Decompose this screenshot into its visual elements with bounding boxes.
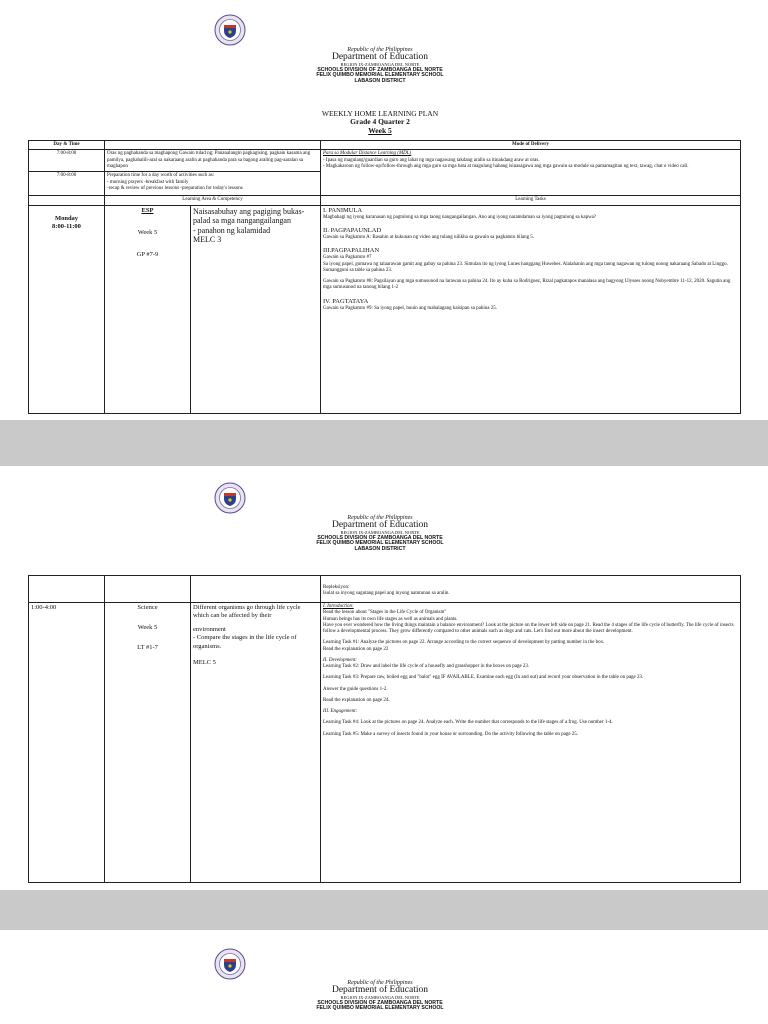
section-panimula: I. PANIMULA <box>323 206 363 214</box>
competency-sub: - panahon ng kalamidad <box>193 225 271 235</box>
empty-area-cell <box>29 196 105 205</box>
mode-title: Para sa Modular Distance Learning (MDL) <box>323 151 412 157</box>
subject-label: ESP <box>141 206 154 214</box>
division-label: SCHOOLS DIVISION OF ZAMBOANGA DEL NORTE <box>317 999 443 1006</box>
section-pagpapalihan: III.PAGPAPALIHAN <box>323 247 380 255</box>
time-label: 8:00-11:00 <box>52 222 81 230</box>
republic-label: Republic of the Philippines <box>347 47 413 53</box>
code-label: LT #1-7 <box>137 644 158 652</box>
plan-title <box>230 110 530 135</box>
plan-grade: Grade 4 Quarter 2 <box>350 117 410 127</box>
melc-label: MELC 3 <box>193 235 222 245</box>
section-pagpapaunlad: II. PAGPAPAUNLAD <box>323 226 382 234</box>
subject-cell <box>105 603 191 883</box>
learning-tasks-header: Learning Tasks <box>321 196 741 205</box>
division-label: SCHOOLS DIVISION OF ZAMBOANGA DEL NORTE <box>317 66 443 73</box>
reflection-text: Isulat sa inyong sagutang papel ang inyong natutunan sa aralin. <box>323 591 450 597</box>
pagpapalihan-text: Sa iyong papel, gumawa ng talaarawan gamit ang gabay sa pahina 23. Simulan ito ng iyong Lunes hanggang Huwebes. Alalahanin ang mga taong nagawan ng tulong noong nakaraang Sabado at Linggo. Sumangguni sa table sa pahina 23. <box>323 261 728 273</box>
reflection-label: Repleksiyon: <box>323 585 350 590</box>
region-label: REGION IX-ZAMBOANGA DEL NORTE <box>340 62 420 68</box>
deped-seal-icon <box>214 948 246 980</box>
learning-task-3: Learning Task #3: Prepare raw, boiled egg and "balot" egg IF AVAILABLE. Examine each egg (In and out) and record your observation in the table on page 23. <box>323 675 644 681</box>
pagpapalihan-sub: Gawain sa Pagkatuto #7 <box>323 255 372 261</box>
plan-week: Week 5 <box>368 125 392 135</box>
competency-cell <box>191 603 321 883</box>
mode-item-1: - Ipasa ng magulang/guardian sa guro ang lahat ng mga nagawang takdang aralin sa itinakdang araw at oras. <box>323 157 540 163</box>
intro-line-3: Have you ever wondered how the living things maintain a balance environment? Look at the picture on the lower left side on page 21. Read the 4 stages of the life cycle of butterfly. The life cycle of insects follow a developmental process. They grow differently compared to other animals such as dogs and cats. Let's find out more about the insect development. <box>323 622 734 634</box>
explanation-note: Read the explanation on page 24. <box>323 697 390 703</box>
region-label: REGION IX-ZAMBOANGA DEL NORTE <box>340 530 420 536</box>
letterhead <box>230 47 530 84</box>
letterhead <box>230 980 530 1012</box>
region-label: REGION IX-ZAMBOANGA DEL NORTE <box>340 995 420 1001</box>
plan-title-text: WEEKLY HOME LEARNING PLAN <box>321 109 439 118</box>
district-label: LABASON DISTRICT <box>354 77 406 84</box>
competency-cell <box>191 205 321 413</box>
row2-desc <box>105 172 321 196</box>
day-cell <box>29 205 105 413</box>
time-label: 1:00-4:00 <box>31 604 57 611</box>
empty-header <box>105 141 321 150</box>
intro-line-2: Human beings has its own life stages as well as animals and plants. <box>323 616 458 622</box>
school-label: FELIX QUIMBO MEMORIAL ELEMENTARY SCHOOL <box>316 1005 444 1012</box>
department-label: Department of Education <box>331 520 429 531</box>
guide-questions: Answer the guide questions 1-2. <box>323 686 388 692</box>
row1-desc: Oras ng paghahanda sa maghapong Gawain tulad ng; Pananalangin pagkagising, pagkain kasama ang pamilya, paghahalili-aral sa nakaraang aralin at paghahanda para sa bagong araling pag-aaralan sa maghapon <box>105 150 321 172</box>
mode-item-2: - Magkakaroon ng follow-up/follow-through ang mga guro sa mga bata at magulang habang isinasagawa ang mga gawain sa module sa pamamagitan ng text, tawag, chat o video call. <box>323 163 689 169</box>
intro-line-1: Read the lesson about "Stages in the Life Cycle of Organism" <box>323 610 447 616</box>
row1-time: 7:00-8:00 <box>29 150 105 172</box>
section-development: II. Development: <box>323 657 357 663</box>
empty-cell <box>29 576 105 603</box>
panimula-text: Magbahagi ng iyong karanasan ng pagtulong sa mga taong nangangailangan. Ano ang iyong naramdaman sa iyong pagtulong sa kapwa? <box>323 214 597 220</box>
row2-desc-c: -recap & review of previous lessons -preparation for today's lessons <box>107 185 243 191</box>
row2-desc-a: Preparation time for a day worth of activities such as: <box>107 173 215 179</box>
tasks-cell <box>321 603 741 883</box>
department-label: Department of Education <box>331 985 429 996</box>
learning-task-2: Learning Task #2: Draw and label the life cycle of a housefly and grasshopper in the boxes on page 23. <box>323 664 530 669</box>
learning-task-5: Learning Task #5: Make a survey of insects found in your house or surrounding. Do the activity following the table on page 25. <box>323 731 579 737</box>
melc-label: MELC 5 <box>193 658 216 666</box>
learning-area-header: Learning Area & Competency <box>105 196 321 205</box>
competency-text: Naisasabuhay ang pagiging bukas-palad sa mga nangangailangan <box>193 206 305 226</box>
row2-desc-b: - morning prayers -breakfast with family <box>107 179 189 185</box>
district-label: LABASON DISTRICT <box>354 545 406 552</box>
tasks-cell <box>321 205 741 413</box>
plan-table-1 <box>28 140 741 414</box>
republic-label: Republic of the Philippines <box>347 980 413 986</box>
code-label: GP #7-9 <box>136 250 159 258</box>
subject-label: Science <box>137 604 158 611</box>
learning-task-1: Learning Task #1: Analyze the pictures on page 22. Arrange according to the correct sequence of development by putting number in the box. <box>323 640 605 646</box>
deped-seal-icon <box>214 14 246 46</box>
competency-1: Different organisms go through life cycle which can be affected by their <box>193 604 301 620</box>
page-1 <box>0 0 768 420</box>
school-label: FELIX QUIMBO MEMORIAL ELEMENTARY SCHOOL <box>316 540 444 547</box>
week-label: Week 5 <box>137 228 158 236</box>
mode-header: Mode of Delivery <box>321 141 741 150</box>
pagpapaunlad-text: Gawain sa Pagkatuto A: Basahin at kukunan ng video ang tulang nilikha sa gawain sa pagkatuto bilang 5. <box>323 235 535 240</box>
school-label: FELIX QUIMBO MEMORIAL ELEMENTARY SCHOOL <box>316 72 444 79</box>
learning-task-4: Learning Task #4: Look at the pictures on page 24. Analyze each. Write the number that corresponds to the life stages of a frog. Use number 1-4. <box>323 720 613 726</box>
plan-table-2 <box>28 575 741 883</box>
division-label: SCHOOLS DIVISION OF ZAMBOANGA DEL NORTE <box>317 534 443 541</box>
pagpapalihan-text-2: Gawain sa Pagkatuto #8: Pagsilayan ang mga sumusunod na larawan sa pahina 24. Ito ay kuha sa Rodriguez, Rizal pagkatapos manalasa ang bagyong Ulysses noong Nobyembre 11-12, 2020. Sagutin ang mga sumusunod na tanong bilang 1-2 <box>323 279 731 291</box>
week-label: Week 5 <box>137 624 158 632</box>
page-3 <box>0 930 768 1024</box>
section-engagement: III. Engagement: <box>323 709 358 714</box>
competency-3: - Compare the stages in the life cycle of organisms. <box>193 634 297 650</box>
republic-label: Republic of the Philippines <box>347 515 413 521</box>
competency-2: environment <box>193 626 226 634</box>
day-time-header: Day & Time <box>29 141 105 150</box>
pagtataya-text: Gawain sa Pagkatuto #9: Sa iyong papel, buuin ang mahalagang kaisipan sa pahina 25. <box>323 305 497 311</box>
department-label: Department of Education <box>331 52 429 63</box>
day-label: Monday <box>54 214 79 222</box>
empty-cell <box>191 576 321 603</box>
time-cell <box>29 603 105 883</box>
letterhead <box>230 515 530 552</box>
section-introduction: I. Introduction: <box>323 604 354 609</box>
subject-cell <box>105 205 191 413</box>
empty-cell <box>105 576 191 603</box>
section-pagtataya: IV. PAGTATAYA <box>323 297 369 305</box>
mode-cell <box>321 150 741 196</box>
learning-task-1-note: Read the explanation on page 22 <box>323 646 389 652</box>
deped-seal-icon <box>214 482 246 514</box>
page-2 <box>0 466 768 890</box>
reflection-cell <box>321 576 741 603</box>
row2-time: 7:00-8:00 <box>29 172 105 196</box>
